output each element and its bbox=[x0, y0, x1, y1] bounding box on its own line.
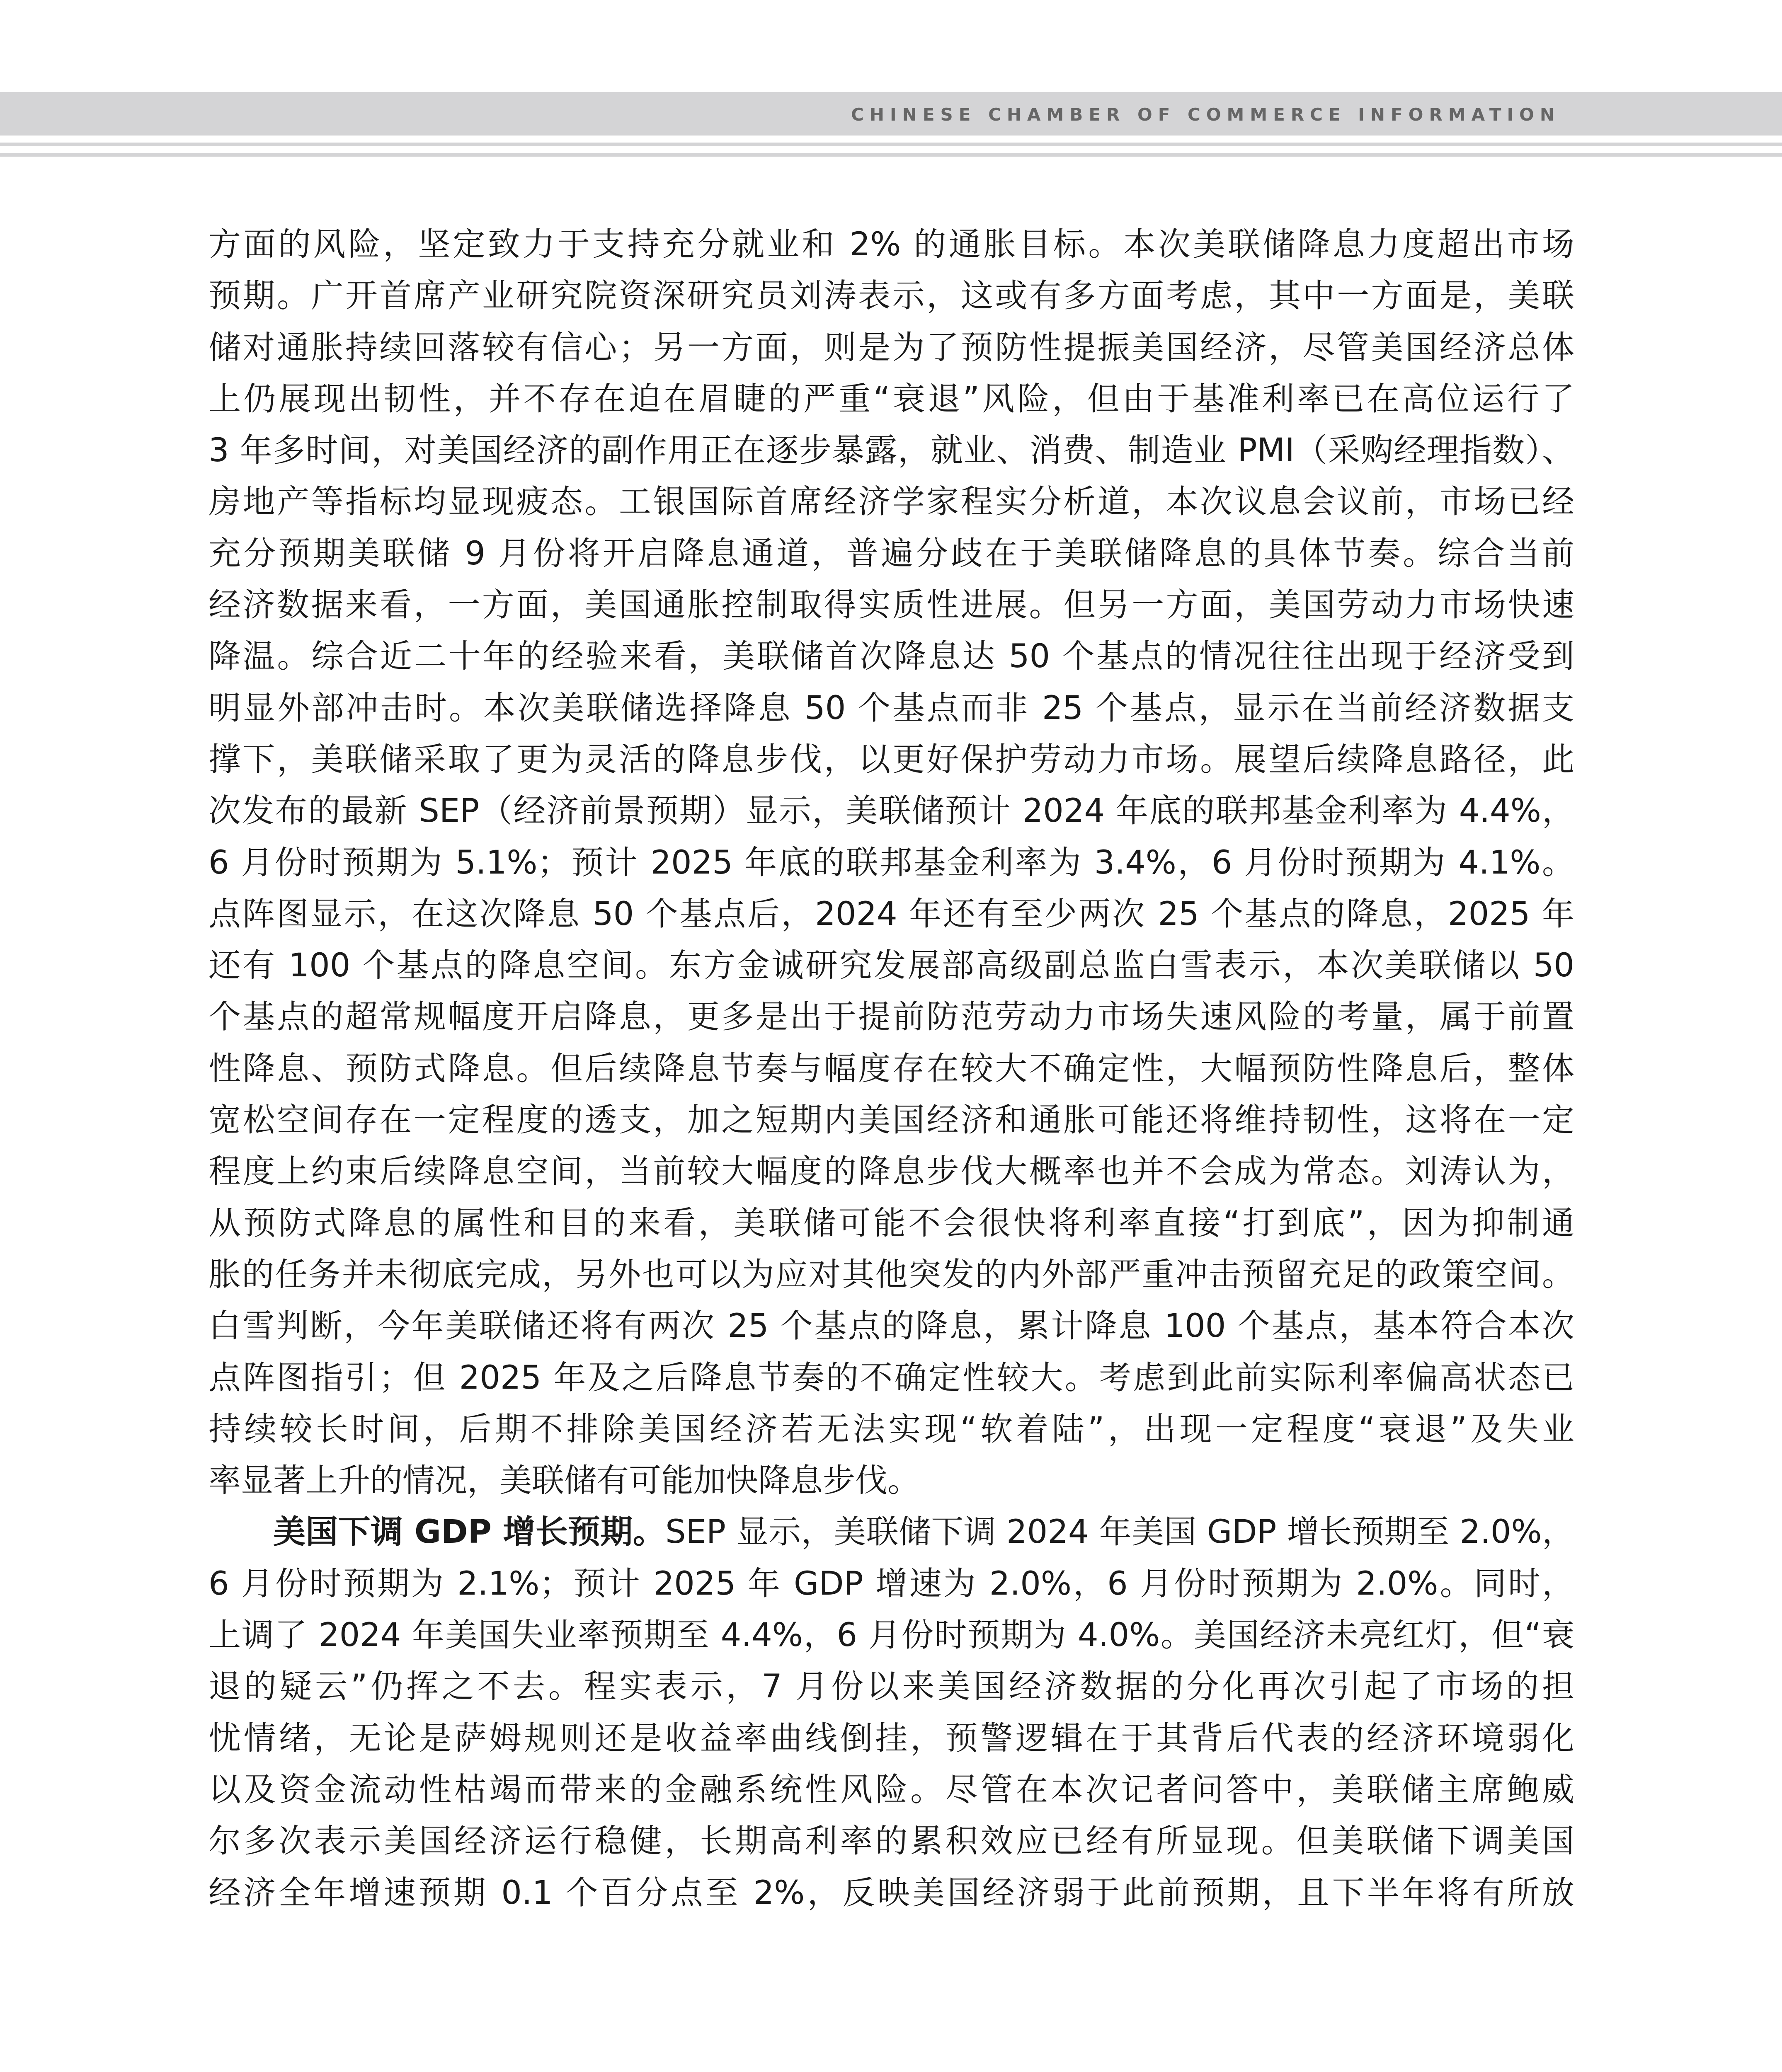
text-line bbox=[209, 1506, 1574, 1558]
text-line: 点阵图显示，在这次降息 50 个基点后，2024 年还有至少两次 25 个基点的降息，2025 年 bbox=[209, 895, 1574, 933]
header-rule bbox=[0, 143, 1782, 146]
text-line: 撑下，美联储采取了更为灵活的降息步伐，以更好保护劳动力市场。展望后续降息路径，此 bbox=[209, 741, 1574, 778]
text-line: 个基点的超常规幅度开启降息，更多是出于提前防范劳动力市场失速风险的考量，属于前置 bbox=[209, 998, 1574, 1036]
text-line: 尔多次表示美国经济运行稳健，长期高利率的累积效应已经有所显现。但美联储下调美国 bbox=[209, 1823, 1574, 1860]
text-line: 上仍展现出韧性，并不存在迫在眉睫的严重“衰退”风险，但由于基准利率已在高位运行了 bbox=[209, 380, 1574, 418]
header-rule bbox=[0, 153, 1782, 157]
text-line: 3 年多时间，对美国经济的副作用正在逐步暴露，就业、消费、制造业 PMI（采购经理指数）、 bbox=[209, 432, 1574, 470]
text-line: 宽松空间存在一定程度的透支，加之短期内美国经济和通胀可能还将维持韧性，这将在一定 bbox=[209, 1101, 1574, 1139]
text-line: 充分预期美联储 9 月份将开启降息通道，普遍分歧在于美联储降息的具体节奏。综合当前 bbox=[209, 535, 1574, 572]
text-line: 储对通胀持续回落较有信心；另一方面，则是为了预防性提振美国经济，尽管美国经济总体 bbox=[209, 329, 1574, 366]
running-header-title: CHINESE CHAMBER OF COMMERCE INFORMATION bbox=[851, 104, 1560, 125]
text-line: 经济全年增速预期 0.1 个百分点至 2%，反映美国经济弱于此前预期，且下半年将有所放 bbox=[209, 1874, 1574, 1912]
text-line: 次发布的最新 SEP（经济前景预期）显示，美联储预计 2024 年底的联邦基金利率为 4.4%， bbox=[209, 792, 1574, 830]
text-line: 方面的风险，坚定致力于支持充分就业和 2% 的通胀目标。本次美联储降息力度超出市场 bbox=[209, 226, 1574, 263]
text-line: 退的疑云”仍挥之不去。程实表示，7 月份以来美国经济数据的分化再次引起了市场的担 bbox=[209, 1668, 1574, 1706]
text-line: 6 月份时预期为 5.1%；预计 2025 年底的联邦基金利率为 3.4%，6 月份时预期为 4.1%。 bbox=[209, 844, 1574, 881]
text-line: 房地产等指标均显现疲态。工银国际首席经济学家程实分析道，本次议息会议前，市场已经 bbox=[209, 483, 1574, 521]
section-heading: 美国下调 GDP 增长预期。 bbox=[273, 1513, 666, 1551]
text-line: 持续较长时间，后期不排除美国经济若无法实现“软着陆”，出现一定程度“衰退”及失业 bbox=[209, 1410, 1574, 1448]
text-line: 明显外部冲击时。本次美联储选择降息 50 个基点而非 25 个基点，显示在当前经济数据支 bbox=[209, 689, 1574, 727]
text-line: 从预防式降息的属性和目的来看，美联储可能不会很快将利率直接“打到底”，因为抑制通 bbox=[209, 1204, 1574, 1242]
text-run: SEP 显示，美联储下调 2024 年美国 GDP 增长预期至 2.0%， bbox=[665, 1513, 1574, 1551]
text-line: 以及资金流动性枯竭而带来的金融系统性风险。尽管在本次记者问答中，美联储主席鲍威 bbox=[209, 1771, 1574, 1808]
text-line: 忧情绪，无论是萨姆规则还是收益率曲线倒挂，预警逻辑在于其背后代表的经济环境弱化 bbox=[209, 1719, 1574, 1757]
text-line: 还有 100 个基点的降息空间。东方金诚研究发展部高级副总监白雪表示，本次美联储以 50 bbox=[209, 947, 1574, 985]
text-line: 白雪判断，今年美联储还将有两次 25 个基点的降息，累计降息 100 个基点，基本符合本次 bbox=[209, 1307, 1574, 1345]
text-line: 预期。广开首席产业研究院资深研究员刘涛表示，这或有多方面考虑，其中一方面是，美联 bbox=[209, 277, 1574, 315]
text-line: 点阵图指引；但 2025 年及之后降息节奏的不确定性较大。考虑到此前实际利率偏高状态已 bbox=[209, 1359, 1574, 1397]
text-line: 上调了 2024 年美国失业率预期至 4.4%，6 月份时预期为 4.0%。美国经济未亮红灯，但“衰 bbox=[209, 1617, 1574, 1654]
text-line: 6 月份时预期为 2.1%；预计 2025 年 GDP 增速为 2.0%，6 月份时预期为 2.0%。同时， bbox=[209, 1565, 1574, 1602]
paragraph-gdp-forecast bbox=[209, 1506, 1574, 1918]
text-line: 胀的任务并未彻底完成，另外也可以为应对其他突发的内外部严重冲击预留充足的政策空间。 bbox=[209, 1256, 1574, 1293]
paragraph-fed-rate-cut bbox=[209, 219, 1574, 1506]
text-line: 降温。综合近二十年的经验来看，美联储首次降息达 50 个基点的情况往往出现于经济受到 bbox=[209, 638, 1574, 675]
text-line: 程度上约束后续降息空间，当前较大幅度的降息步伐大概率也并不会成为常态。刘涛认为， bbox=[209, 1153, 1574, 1191]
text-line: 性降息、预防式降息。但后续降息节奏与幅度存在较大不确定性，大幅预防性降息后，整体 bbox=[209, 1050, 1574, 1087]
text-line: 率显著上升的情况，美联储有可能加快降息步伐。 bbox=[209, 1462, 920, 1500]
text-line: 经济数据来看，一方面，美国通胀控制取得实质性进展。但另一方面，美国劳动力市场快速 bbox=[209, 586, 1574, 624]
article-body bbox=[209, 219, 1574, 1919]
